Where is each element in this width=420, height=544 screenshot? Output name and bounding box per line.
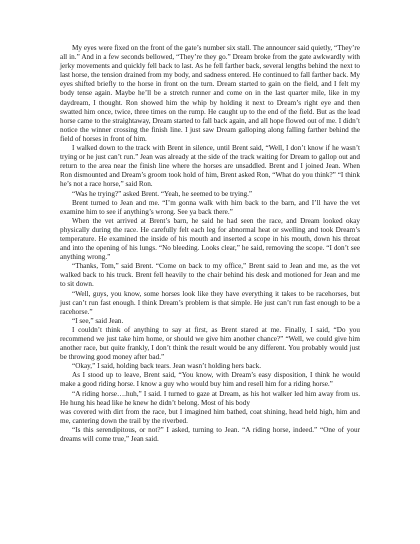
paragraph: “Was he trying?” asked Brent. “Yeah, he seemed to be trying.” <box>72 189 253 198</box>
paragraph: As I stood up to leave, Brent said, “You know, with Dream’s easy disposition, I think he would make a good riding horse. I know a guy who would buy him and resell him for a riding horse.” <box>60 371 360 389</box>
paragraph: “I see,” said Jean. <box>72 316 124 325</box>
paragraph: My eyes were fixed on the front of the gate’s number six stall. The announcer said quietly, “They’re all in.” And in a few seconds bellowed, “They’re they go.” Dream broke from the gate awkwardly with jerky movements and quickly fell back to last. As he fell farther back, several lengths behind the next to last horse, the tension drained from my body, and sadness entered. He continued to fall farther back. My eyes shifted briefly to the horse in front on the turn. Dream started to gain on the field, and I felt my body tense again. Maybe he’ll be a stretch runner and come on in the last quarter mile, like in my daydream, I thought. Ron showed him the whip by holding it next to Dream’s right eye and then swatted him once, twice, three times on the rump. He caught up to the end of the field. But as the lead horse came to the straightaway, Dream started to fall back again, and all hope flowed out of me. I didn’t notice the winner crossing the finish line. I just saw Dream galloping along falling farther behind the field of horses in front of him. <box>60 44 360 143</box>
paragraph: I walked down to the track with Brent in silence, until Brent said, “Well, I don’t know if he wasn’t trying or he just can’t run.” Jean was already at the side of the track waiting for Dream to gallop out and return to the area near the finish line where the horses are unsaddled. Brent and I joined Jean. When Ron dismounted and Dream’s groom took hold of him, Brent asked Ron, “What do you think?” “I think he’s not a race horse,” said Ron. <box>60 144 360 189</box>
paragraph: When the vet arrived at Brent’s barn, he said he had seen the race, and Dream looked okay physically during the race. He carefully felt each leg for abnormal heat or swelling and took Dream’s temperature. He examined the inside of his mouth and inserted a scope in his mouth, down his throat and into the opening of his lungs. “No bleeding. Looks clear,” he said, removing the scope. “I don’t see anything wrong.” <box>60 216 360 262</box>
paragraph: I couldn’t think of anything to say at first, as Brent stared at me. Finally, I said, “Do you recommend we just take him home, or should we give him another chance?” “Well, we could give him another race, but quite frankly, I don’t think the result would be any different. You probably would just be throwing good money after bad.” <box>60 325 360 362</box>
paragraph: “Well, guys, you know, some horses look like they have everything it takes to be racehorses, but just can’t run fast enough. I think Dream’s problem is that simple. He just can’t run fast enough to be a racehorse.” <box>60 289 360 316</box>
paragraph: “A riding horse….huh,” I said. I turned to gaze at Dream, as his hot walker led him away from us. He hung his head like he knew he didn’t belong. Most of his body <box>60 389 360 407</box>
document-page <box>60 44 360 444</box>
paragraph: “Is this serendipitous, or not?” I asked, turning to Jean. “A riding horse, indeed.” “One of your dreams will come true,” Jean said. <box>60 425 360 444</box>
paragraph: Brent turned to Jean and me. “I’m gonna walk with him back to the barn, and I’ll have the vet examine him to see if anything’s wrong. See ya back there.” <box>60 198 360 216</box>
paragraph: “Okay,” I said, holding back tears. Jean wasn’t holding hers back. <box>72 362 262 371</box>
paragraph: “Thanks, Tom,” said Brent. “Come on back to my office,” Brent said to Jean and me, as the vet walked back to his truck. Brent fell heavily to the chair behind his desk and motioned for Jean and me to sit down. <box>60 262 360 289</box>
paragraph: was covered with dirt from the race, but I imagined him bathed, coat shining, head held high, him and me, cantering down the trail by the riverbed. <box>60 407 360 425</box>
